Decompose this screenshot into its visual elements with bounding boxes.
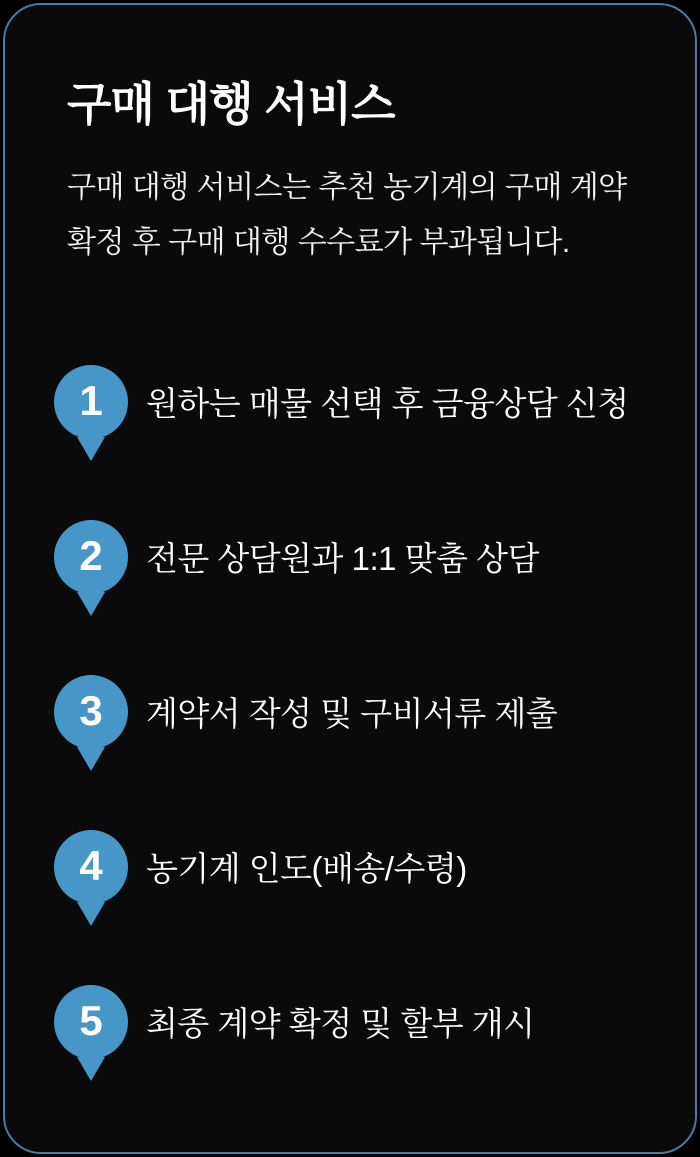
step-label: 전문 상담원과 1:1 맞춤 상담 (146, 540, 539, 578)
step-item-2 (54, 520, 639, 594)
service-description: 구매 대행 서비스는 추천 농기계의 구매 계약 확정 후 구매 대행 수수료가 부과됩니다. (67, 170, 627, 259)
step-label: 원하는 매물 선택 후 금융상담 신청 (146, 385, 629, 423)
step-item-1 (54, 365, 639, 439)
step-item-4 (54, 830, 639, 904)
purchase-agency-service-card (3, 3, 697, 1154)
step-number: 2 (79, 531, 103, 579)
step-number: 1 (79, 376, 103, 424)
step-1-pin-badge-icon (54, 365, 128, 439)
step-number: 4 (79, 841, 103, 889)
step-label: 계약서 작성 및 구비서류 제출 (146, 695, 558, 733)
step-number: 3 (79, 686, 103, 734)
step-number: 5 (79, 996, 103, 1044)
step-item-5 (54, 985, 639, 1059)
page-title: 구매 대행 서비스 (67, 78, 395, 130)
steps-list (54, 365, 639, 1059)
step-3-pin-badge-icon (54, 675, 128, 749)
step-label: 농기계 인도(배송/수령) (146, 850, 467, 888)
step-5-pin-badge-icon (54, 985, 128, 1059)
step-item-3 (54, 675, 639, 749)
step-4-pin-badge-icon (54, 830, 128, 904)
step-label: 최종 계약 확정 및 할부 개시 (146, 1005, 535, 1043)
step-2-pin-badge-icon (54, 520, 128, 594)
